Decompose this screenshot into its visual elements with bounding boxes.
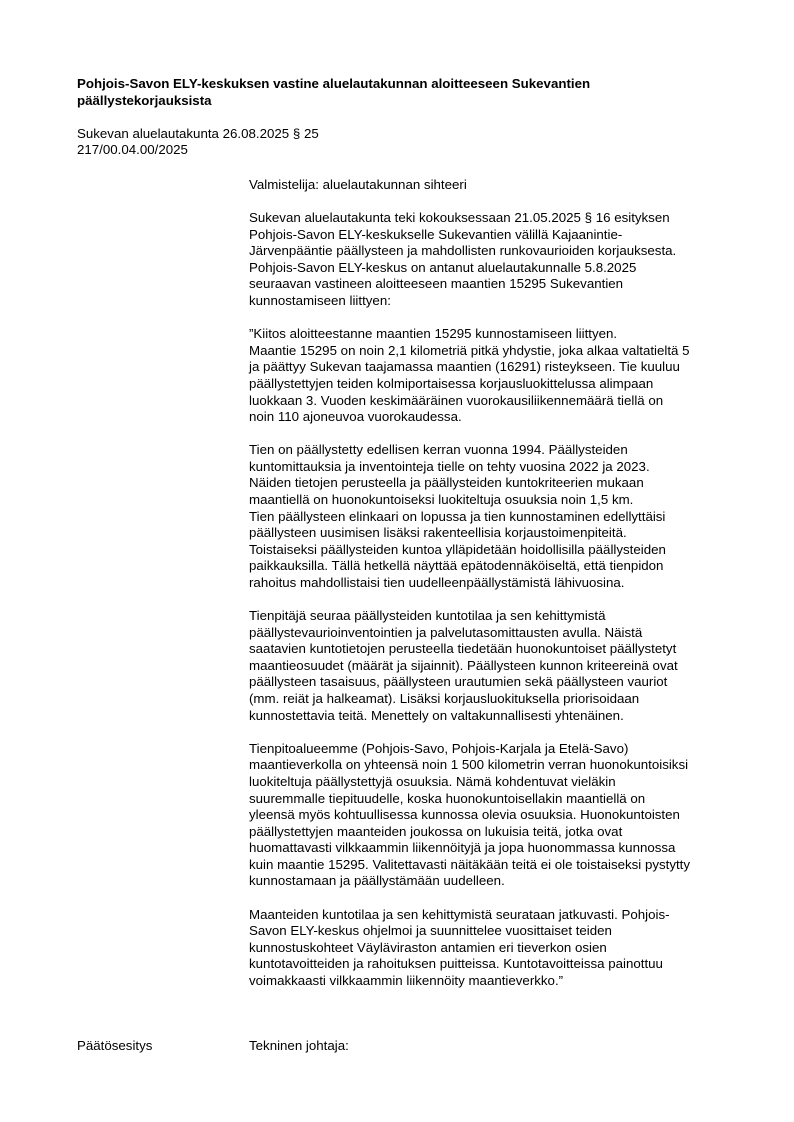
paragraph-line: maantieosuudet (määrät ja sijainnit). Päällysteen kunnon kriteereinä ovat [249,657,678,673]
meeting-info [77,126,319,158]
paragraph-line: luokkaan 3. Vuoden keskimääräinen vuorokausiliikennemäärä tiellä on [249,392,664,408]
paragraph-line: maantieverkolla on yhteensä noin 1 500 kilometrin verran huonokuntoisiksi [249,757,689,773]
record-number: 217/00.04.00/2025 [77,142,188,157]
body-paragraph [249,907,749,990]
paragraph-line: päällysteen tasaisuus, päällysteen urautumien sekä päällysteen vauriot [249,674,668,690]
paragraph-line: voimakkaasti vilkkaammin liikennöity maantieverkko.” [249,972,564,988]
paragraph-line: kunnostamaan ja päällystämään uudelleen. [249,873,505,889]
paragraph-line: luokiteltuja päällystettyjä osuuksia. Nämä kohdentuvat vieläkin [249,773,616,789]
paragraph-line: yleensä myös kohtuullisessa kunnossa olevia osuuksia. Huonokuntoisten [249,807,680,823]
paragraph-line: noin 110 ajoneuvoa vuorokaudessa. [249,409,462,425]
meeting-line: Sukevan aluelautakunta 26.08.2025 § 25 [77,126,319,141]
paragraph-line: Sukevan aluelautakunta teki kokouksessaan 21.05.2025 § 16 esityksen [249,210,670,226]
decision-maker: Tekninen johtaja: [249,1038,349,1053]
paragraph-line: kunnostettavia teitä. Menettely on valtakunnallisesti yhtenäinen. [249,707,624,723]
paragraph-line: Järvenpääntie päällysteen ja mahdollisten runkovaurioiden korjauksesta. [249,243,677,259]
paragraph-line: huomattavasti vilkkaammin liikennöityjä ja jopa huonommassa kunnossa [249,840,676,856]
title-line: Pohjois-Savon ELY-keskuksen vastine aluelautakunnan aloitteeseen Sukevantien [77,76,591,91]
paragraph-line: suuremmalle tiepituudelle, koska huonokuntoisellakin maantiellä on [249,790,646,806]
paragraph-line: Toistaiseksi päällysteiden kuntoa ylläpidetään hoidollisilla päällysteiden [249,541,666,557]
decision-label: Päätösesitys [77,1038,153,1053]
document-title [77,75,717,109]
title-line: päällystekorjauksista [77,93,212,108]
paragraph-line: saatavien kuntotietojen perusteella tiedetään huonokuntoiset päällystetyt [249,641,677,657]
paragraph-line: kunnostuskohteet Väyläviraston antamien eri tieverkon osien [249,939,607,955]
paragraph-line: Savon ELY-keskus ohjelmoi ja suunnittelee vuosittaiset teiden [249,923,612,939]
paragraph-line: päällystettyjen teiden kolmiportaisessa korjausluokittelussa alimpaan [249,375,654,391]
body-paragraph [249,210,749,310]
paragraph-line: päällysteen uusimisen lisäksi rakenteellisia korjaustoimenpiteitä. [249,525,627,541]
paragraph-line: Maanteiden kuntotilaa ja sen kehittymistä seurataan jatkuvasti. Pohjois- [249,906,670,922]
paragraph-line: Maantie 15295 on noin 2,1 kilometriä pitkä yhdystie, joka alkaa valtatieltä 5 [249,342,690,358]
paragraph-line: maantiellä on huonokuntoiseksi luokiteltuja osuuksia noin 1,5 km. [249,492,634,507]
paragraph-line: kunnostamiseen liittyen: [249,293,391,309]
paragraph-line: ”Kiitos aloitteestanne maantien 15295 kunnostamiseen liittyen. [249,326,618,342]
body-paragraph [249,442,749,591]
body-paragraph [249,326,749,426]
paragraph-line: paikkauksilla. Tällä hetkellä näyttää epätodennäköiseltä, että tienpidon [249,558,664,574]
paragraph-line: (mm. reiät ja halkeamat). Lisäksi korjausluokituksella priorisoidaan [249,691,640,707]
preparer-line [249,177,749,194]
paragraph-line: Pohjois-Savon ELY-keskus on antanut aluelautakunnalle 5.8.2025 [249,259,637,275]
paragraph-line: kuin maantie 15295. Valitettavasti näitäkään teitä ei ole toistaiseksi pystytty [249,856,691,872]
paragraph-line: rahoitus mahdollistaisi tien uudelleenpäällystämistä lähivuosina. [249,574,625,590]
paragraphs [249,210,749,989]
paragraph-line: kuntomittauksia ja inventointeja tielle on tehty vuosina 2022 ja 2023. [249,458,650,474]
paragraph-line: Tienpitäjä seuraa päällysteiden kuntotilaa ja sen kehittymistä [249,608,606,624]
preparer-text: Valmistelija: aluelautakunnan sihteeri [249,177,467,192]
body-paragraph [249,741,749,890]
paragraph-line: päällystettyjen maanteiden joukossa on lukuisia teitä, jotka ovat [249,823,623,839]
paragraph-line: Tien päällysteen elinkaari on lopussa ja tien kunnostaminen edellyttäisi [249,508,666,524]
paragraph-line: Näiden tietojen perusteella ja päällysteiden kuntokriteerien mukaan [249,475,644,491]
paragraph-line: Tienpitoalueemme (Pohjois-Savo, Pohjois-Karjala ja Etelä-Savo) [249,740,629,756]
body-paragraph [249,608,749,724]
paragraph-line: ja päättyy Sukevan taajamassa maantien (16291) risteykseen. Tie kuuluu [249,359,680,375]
paragraph-line: Tien on päällystetty edellisen kerran vuonna 1994. Päällysteiden [249,442,628,458]
paragraph-line: kuntotavoitteiden ja rahoituksen puitteissa. Kuntotavoitteissa painottuu [249,956,663,972]
paragraph-line: Pohjois-Savon ELY-keskukselle Sukevantien välillä Kajaanintie- [249,226,623,242]
paragraph-line: seuraavan vastineen aloitteeseen maantien 15295 Sukevantien [249,276,624,292]
paragraph-line: päällystevaurioinventointien ja palvelutasomittausten avulla. Näistä [249,624,643,640]
document-body [249,177,749,1006]
